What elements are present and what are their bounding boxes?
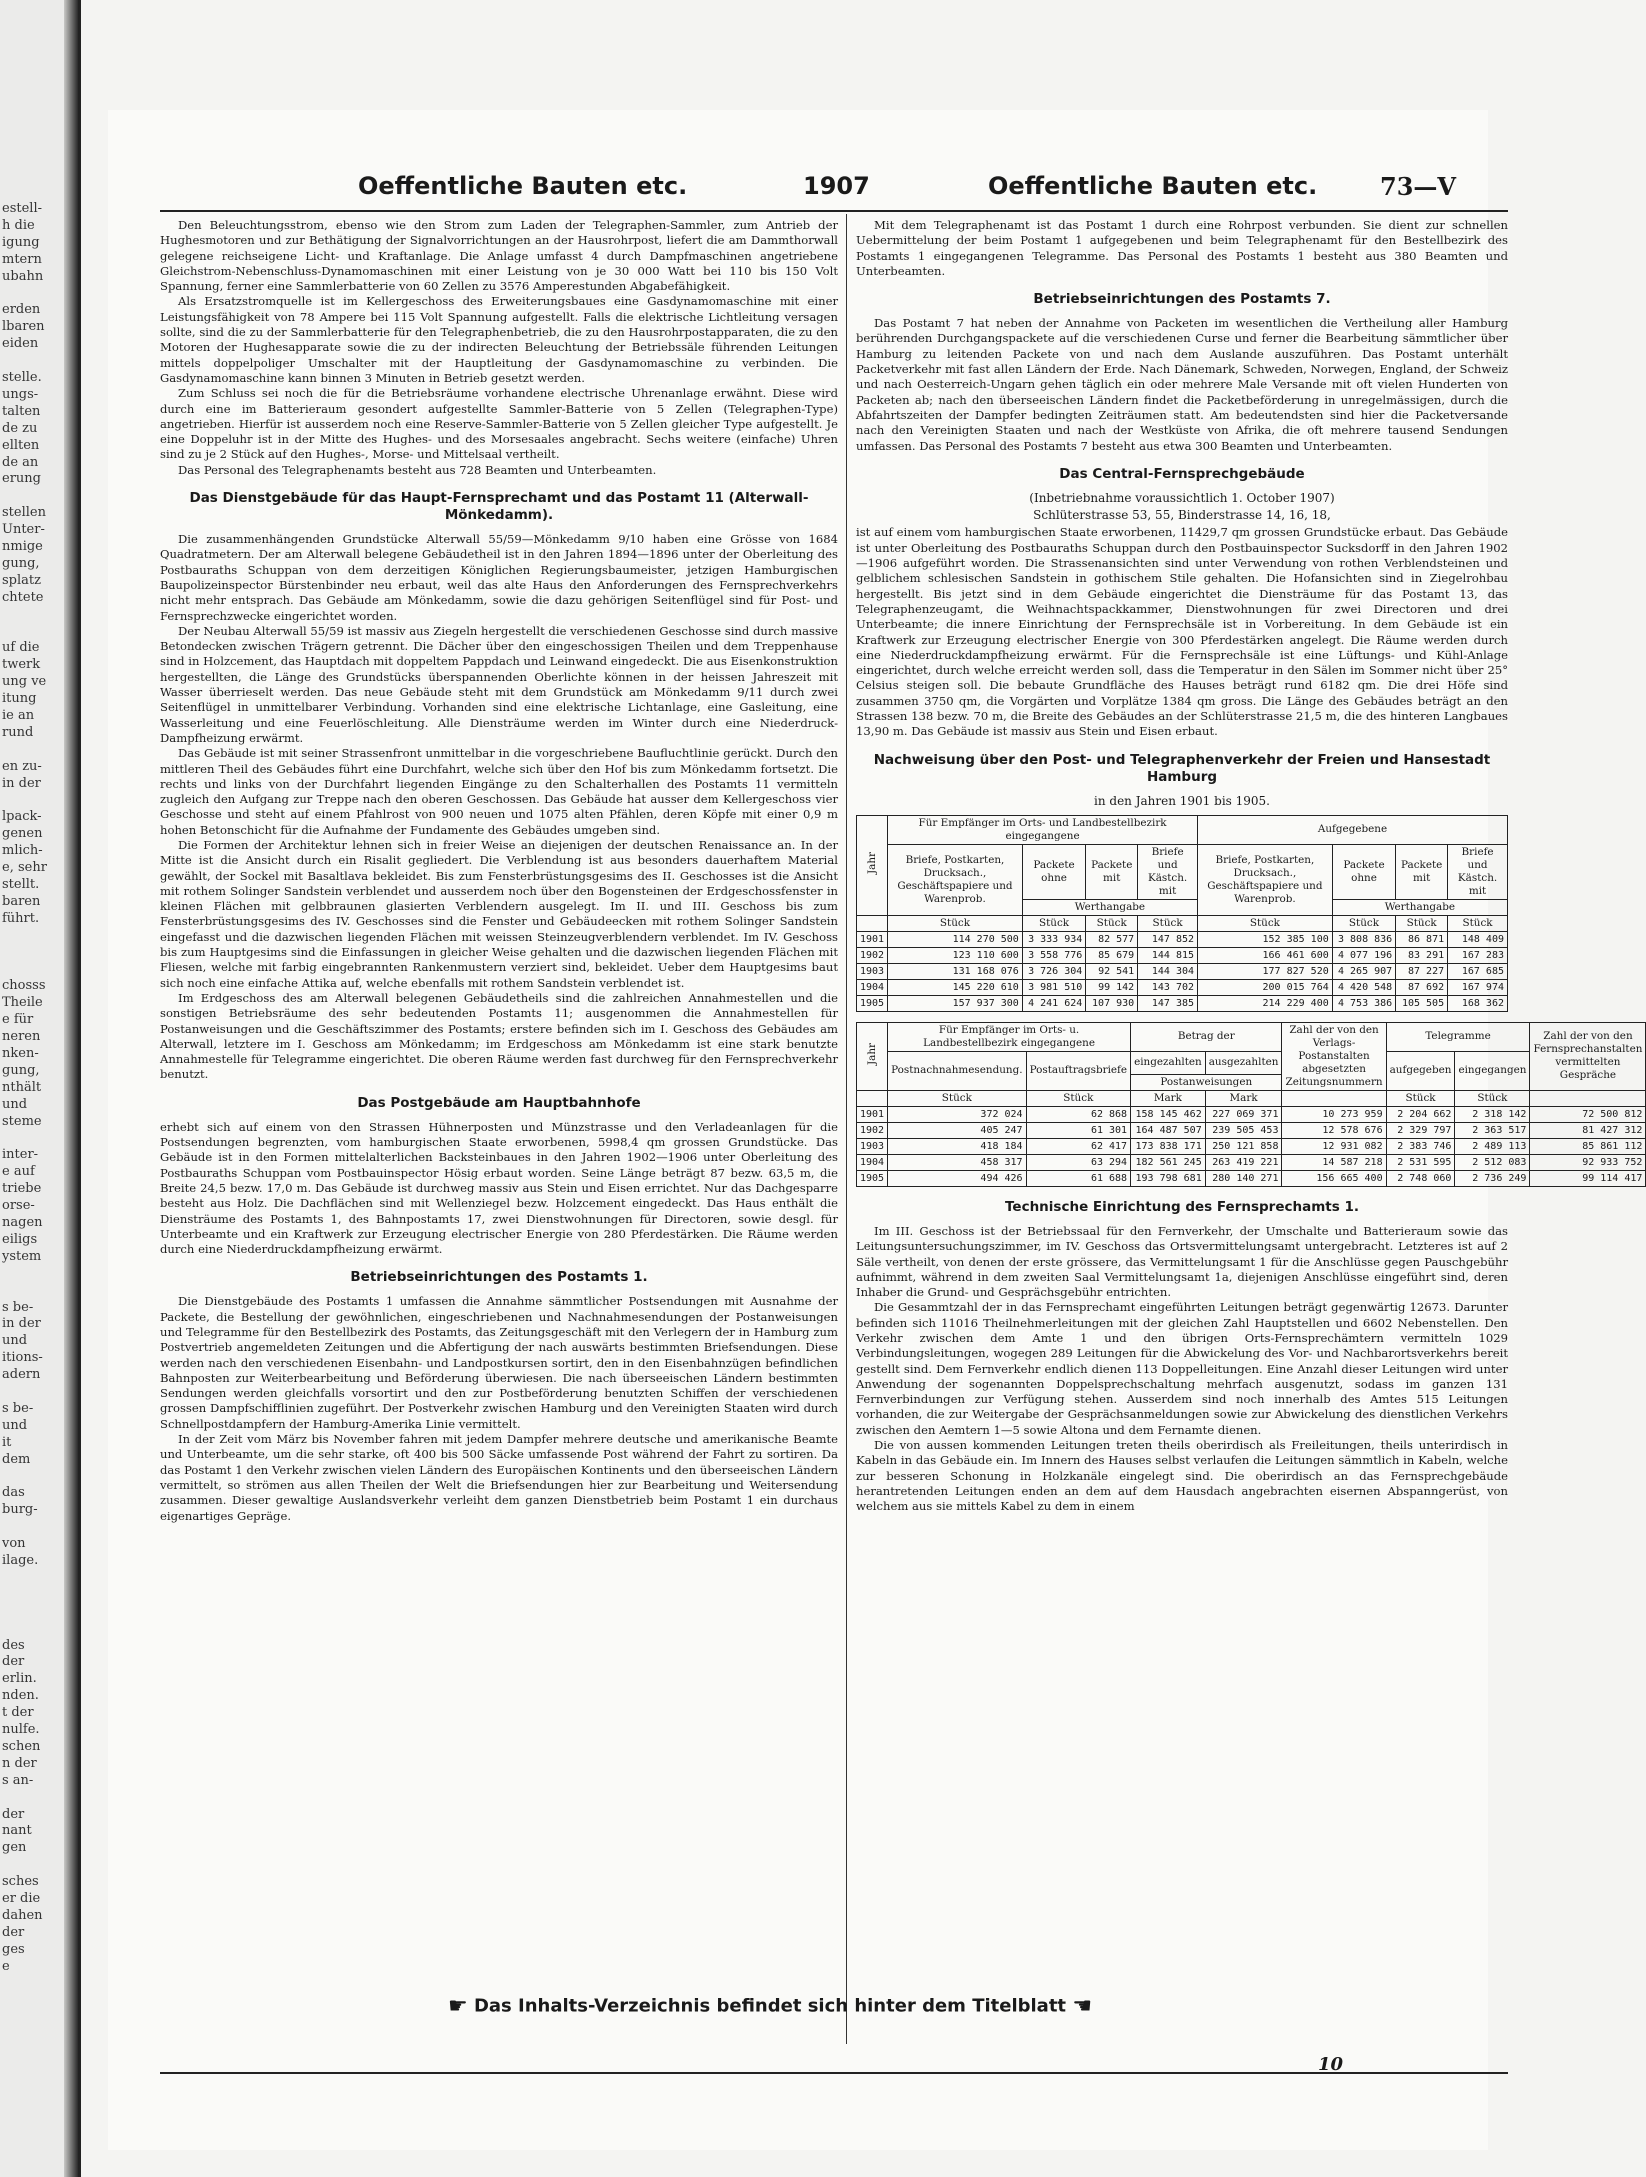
table-row [857,931,1508,947]
section-title: Betriebseinrichtungen des Postamts 1. [350,1269,648,1286]
previous-page-fragment: ystem [2,1248,42,1264]
pointing-hand-right-icon: ☛ [447,1994,468,2019]
previous-page-fragment: er die [2,1891,41,1906]
unit-cell: Mark [1131,1090,1206,1106]
werthangabe-out: Werthangabe [1332,899,1507,915]
value-cell: 167 685 [1448,963,1508,979]
value-cell: 2 318 142 [1455,1106,1530,1122]
section-subtitle: in den Jahren 1901 bis 1905. [1094,793,1270,808]
unit-cell: Stück [888,915,1023,931]
previous-page-fragment: e auf [2,1164,35,1180]
unit-cell: Stück [1026,1090,1130,1106]
value-cell: 62 868 [1026,1106,1130,1122]
previous-page-fragment: gung, [2,555,40,571]
unit-cell [857,1090,888,1106]
previous-page-fragment: ubahn [2,268,44,284]
value-cell: 61 688 [1026,1170,1130,1186]
value-cell: 3 726 304 [1022,963,1085,979]
paragraph: Die von aussen kommenden Leitungen treten theils oberirdisch als Freileitungen, theils unterirdisch in Kabeln in das Gebäude ein. Im Innern des Hauses selbst verlaufen die Leitungen sämmtlich in Kabeln, welche zur besseren Schonung in Holzkanäle eingelegt sind. Die oberirdisch an das Fernsprechgebäude herantretenden Leitungen enden an dem auf dem Hausdach angebrachten eisernen Abspanngerüst, von welchem aus sie mittels Kabel zu dem in einem [856,1438,1508,1514]
previous-page-fragment: der [2,1806,25,1822]
value-cell: 458 317 [888,1154,1026,1170]
previous-page-fragment: das [2,1485,25,1501]
year-cell: 1901 [857,1106,888,1122]
value-cell: 167 283 [1448,947,1508,963]
paragraph: ist auf einem vom hamburgischen Staate erworbenen, 11429,7 qm grossen Grundstücke erbaut. Das Gebäude ist unter Oberleitung des Postbauraths Schuppan durch den Postbauinspector Sucksdorff in den Jahren 1902—1906 aufgeführt worden. Die Strassenansichten sind unter Verwendung von rothen Verblendsteinen und gelblichem schlesischen Sandstein in gothischem Stile gehalten. Die Hofansichten sind in Ziegelrohbau hergestellt. Bis jetzt sind in dem Gebäude eingerichtet die Diensträume für das Postamt 13, das Telegraphenzeugamt, die Weihnachtspackkammer, Dienstwohnungen für zwei Directoren und drei Unterbeamte; die innere Einrichtung der Fernsprechsäle ist in Vorbereitung. In dem Gebäude ist ein Kraftwerk zur Erzeugung electrischer Energie von 300 Pferdestärken angelegt. Die Räume werden durch eine Niederdruckdampfheizung erwärmt. Für die Fernsprechsäle ist eine Lüftungs- und Kühl-Anlage eingerichtet, durch welche erreicht werden soll, dass die Temperatur in den Sälen im Sommer nicht über 25° Celsius steigen soll. Die bebaute Grundfläche des Hauses beträgt rund 6182 qm. Die drei Höfe sind zusammen 3750 qm, die Vorgärten und Vorplätze 1384 qm gross. Die Länge des Gebäudes beträgt an den Strassen 138 bezw. 70 m, die Breite des Gebäudes an der Schlüterstrasse 21,5 m, die des hinteren Langbaues 13,90 m. Das Gebäude ist massiv aus Stein und Eisen erbaut. [856,525,1508,739]
unit-cell: Stück [1448,915,1508,931]
previous-page-fragment: ilage. [2,1553,39,1568]
page [108,110,1643,2150]
paragraph: Das Gebäude ist mit seiner Strassenfront unmittelbar in die vorgeschriebene Baufluchtlinie gerückt. Durch den mittleren Theil des Gebäudes führt eine Durchfahrt, welche sich über den Hof bis zum Mönkedamm fortsetzt. Die rechts und links von der Durchfahrt liegenden Eingänge zu den Schalterhallen des Postamts 11 vermitteln zugleich den Aufgang zur Treppe nach den oberen Geschossen. Das Gebäude hat ausser dem Kellergeschoss vier Geschosse und steht auf einem Pfahlrost von 900 neuen und 1075 alten Pfählen, deren Köpfe mit einer 0,9 m hohen Betonschicht für die Aufnahme der Fundamente des Gebäudes umgeben sind. [160,746,838,837]
group-out-header: Aufgegebene [1198,815,1508,844]
section-title: Das Central-Fernsprechgebäude [1059,465,1305,482]
previous-page-fragment: führt. [2,910,40,926]
value-cell: 99 142 [1086,979,1138,995]
previous-page-fragment: de an [2,454,39,470]
traffic-table-1 [856,815,1508,1012]
value-cell: 87 692 [1396,979,1448,995]
previous-page-fragment: nthält [2,1079,42,1095]
value-cell: 4 265 907 [1332,963,1395,979]
value-cell: 280 140 271 [1205,1170,1282,1186]
previous-page-fragment: twerk [2,657,41,673]
unit-cell: Stück [1332,915,1395,931]
previous-page-fragment: sches [2,1874,39,1890]
previous-page-fragment: s be- [2,1400,34,1416]
unit-cell: Stück [1138,915,1198,931]
col-briefe: Briefe, Postkarten, Drucksach., Geschäftspapiere und Warenprob. [888,844,1023,915]
col-empfaenger: Für Empfänger im Orts- u. Landbestellbezirk eingegangene [888,1022,1131,1051]
address: Schlüterstrasse 53, 55, Binderstrasse 14, 16, 18, [1033,508,1331,523]
previous-page-fragment: it [2,1434,12,1450]
previous-page-fragment: stelle. [2,370,42,385]
col-postnachnahme: Postnachnahmesendung. [888,1051,1026,1090]
section-title: Nachweisung über den Post- und Telegraphenverkehr der Freien und Hansestadt Hamburg [873,751,1491,785]
previous-page-fragment: baren [2,893,41,909]
paragraph: erhebt sich auf einem von den Strassen Hühnerposten und Münzstrasse und den Verladeanlagen für die Postsendungen begrenzten, vom hamburgischen Staate erworbenen, 5998,4 qm grossen Grundstücke. Das Gebäude ist in den Formen mittelalterlichen Backsteinbaues in den Jahren 1902—1906 unter Oberleitung des Postbauraths Schuppan vom Postbauinspector Hösig erbaut worden. Seine Länge beträgt 87 bezw. 63,5 m, die Breite 24,5 bezw. 17,0 m. Das Gebäude ist durchweg massiv aus Stein und Eisen errichtet. Nur das Dachgesparre besteht aus Holz. Die Dachflächen sind mit Wellenziegel bezw. Holzcement eingedeckt. Das Haus enthält die Diensträume des Postamts 1, des Bahnpostamts 17, zwei Dienstwohnungen für Directoren, sowie desgl. für Unterbeamte und ein Kraftwerk zur Erzeugung electrischer Energie von 280 Pferdestärken. Die Räume werden durch eine Niederdruckdampfheizung erwärmt. [160,1119,838,1257]
previous-page-fragment: s an- [2,1772,34,1788]
previous-page-fragment: ges [2,1941,25,1957]
unit-cell [1282,1090,1386,1106]
value-cell: 82 577 [1086,931,1138,947]
value-cell: 250 121 858 [1205,1138,1282,1154]
previous-page-fragment: gung, [2,1062,40,1078]
value-cell: 14 587 218 [1282,1154,1386,1170]
previous-page-fragment: erung [2,471,41,487]
previous-page-fragment: chosss [2,978,46,994]
table-row [857,963,1508,979]
table-row [857,1154,1646,1170]
unit-cell: Mark [1205,1090,1282,1106]
value-cell: 85 861 112 [1530,1138,1646,1154]
value-cell: 62 417 [1026,1138,1130,1154]
previous-page-fragment: burg- [2,1502,38,1518]
value-cell: 239 505 453 [1205,1122,1282,1138]
year-cell: 1905 [857,995,888,1011]
value-cell: 2 531 595 [1386,1154,1455,1170]
col-briefe-kaestch: Briefe und Kästch. mit [1138,844,1198,899]
previous-page-fragment: en zu- [2,758,42,774]
footer-notice-text: Das Inhalts-Verzeichnis befindet sich hinter dem Titelblatt [473,1995,1067,2017]
col-zahl-verlags: Zahl der von den Verlags-Postanstalten abgesetzten Zeitungsnummern [1282,1022,1386,1090]
value-cell: 227 069 371 [1205,1106,1282,1122]
value-cell: 168 362 [1448,995,1508,1011]
value-cell: 123 110 600 [888,947,1023,963]
unit-cell: Stück [1022,915,1085,931]
left-intro [160,218,838,478]
previous-page-fragment: n der [2,1755,37,1771]
year-cell: 1902 [857,947,888,963]
table-row [857,1106,1646,1122]
previous-page-fragment: e, sehr [2,860,47,876]
value-cell: 152 385 100 [1198,931,1333,947]
header-section: 73—V [1380,172,1457,201]
previous-page-fragment: steme [2,1113,42,1129]
paragraph: Als Ersatzstromquelle ist im Kellergeschoss des Erweiterungsbaues eine Gasdynamomaschine mit einer Leistungsfähigkeit von 78 Ampere bei 115 Volt Spannung aufgestellt. Falls die elektrische Lichtleitung versagen sollte, sind die zu der Sammlerbatterie für den Telegraphenbetrieb, die zu den Hausrohrpostapparaten, die zu den Motoren der Hughesapparate sowie die zu der indirecten Beleuchtung der Betriebssäle führenden Leitungen mittels doppelpoliger Umschalter mit der Hauptleitung der Gasdynamomaschine zu verbinden. Die Gasdynamomaschine kann binnen 3 Minuten in Betrieb gesetzt werden. [160,294,838,385]
header-year: 1907 [803,172,870,200]
paragraph: Das Postamt 7 hat neben der Annahme von Packeten im wesentlichen die Vertheilung aller Hamburg berührenden Durchgangspackete auf die verschiedenen Curse und ferner die Bearbeitung sämmtlicher über Hamburg zu leitenden Packete von und nach dem Auslande auszuführen. Das Postamt unterhält Packetverkehr mit fast allen Ländern der Erde. Nach Dänemark, Schweden, Norwegen, England, der Schweiz und nach Oesterreich-Ungarn gehen täglich ein oder mehrere Male Versande mit oft vielen Hunderten von Packeten ab; nach den überseeischen Ländern findet die Packetbeförderung in unregelmässigen, durch die Abfahrtszeiten der Dampfer bedingten Zeiträumen statt. Am bedeutendsten sind hier die Packetversande nach den Vereinigten Staaten und nach der Westküste von Afrika, die oft mehrere tausend Sendungen umfassen. Das Personal des Postamts 7 besteht aus etwa 300 Beamten und Unterbeamten. [856,316,1508,453]
previous-page-fragment: ung ve [2,674,47,690]
section-subtitle: (Inbetriebnahme voraussichtlich 1. October 1907) [1029,490,1335,505]
unit-cell: Stück [888,1090,1026,1106]
value-cell: 4 753 386 [1332,995,1395,1011]
previous-page-fragment: s be- [2,1299,34,1315]
previous-page-fragment: orse- [2,1198,35,1214]
previous-page-fragment: uf die [2,640,40,656]
year-cell: 1904 [857,979,888,995]
traffic-table-1-body [857,931,1508,1011]
value-cell: 114 270 500 [888,931,1023,947]
previous-page-fragment: nden. [2,1688,39,1704]
previous-page-fragment: lpack- [2,809,42,825]
year-cell: 1903 [857,1138,888,1154]
paragraph: Die Formen der Architektur lehnen sich in freier Weise an diejenigen der deutschen Renaissance an. In der Mitte ist die Ansicht durch ein Risalit gegliedert. Die Verblendung ist aus besonders dauerhaftem Material gewählt, der Sockel mit Basaltlava bekleidet. Bis zum Fensterbrüstungsgesims des II. Geschosses ist die Ansicht mit rothem Solinger Sandstein verblendet und ausserdem noch über den Bogensteinen der Erdgeschossfenster in kleinen Flächen mit gelbbraunen glasierten Verblendern ausgelegt. Im II. und III. Geschoss bis zum Fensterbrüstungsgesims des IV. Geschosses sind die Fenster und Gebäudeecken mit rothem Solinger Sandstein eingefasst und die dazwischen liegenden Flächen mit weissen Steinzeugverblendern verblendet. Im IV. Geschoss bis zum Hauptgesims sind die Einfassungen in gleicher Weise gehalten und die dazwischen liegenden Flächen mit Fliesen, welche mit farbig eingebrannten Rankenmustern verziert sind, bekleidet. Ueber dem Hauptgesims baut sich noch eine einfache Attika auf, welche ebenfalls mit rothem Sandstein verblendet ist. [160,837,838,990]
value-cell: 164 487 507 [1131,1122,1206,1138]
year-cell: 1905 [857,1170,888,1186]
col-packete-mit: Packete mit [1086,844,1138,899]
value-cell: 85 679 [1086,947,1138,963]
col-briefe-out: Briefe, Postkarten, Drucksach., Geschäftspapiere und Warenprob. [1198,844,1333,915]
footer-rule [160,2072,1508,2074]
year-cell: 1901 [857,931,888,947]
previous-page-fragment: der [2,1924,25,1940]
col-packete-ohne-out: Packete ohne [1332,844,1395,899]
previous-page-fragment: gen [2,1840,27,1856]
previous-page-fragment: eiden [2,336,39,352]
paragraph: Die zusammenhängenden Grundstücke Alterwall 55/59—Mönkedamm 9/10 haben eine Grösse von 1684 Quadratmetern. Der am Alterwall belegene Gebäudetheil ist in den Jahren 1894—1896 unter der Oberleitung des Postbauraths Schuppan von dem derzeitigen Königlichen Regierungsbaumeister, jetzigen Hamburgischen Baupolizeinspector Bürstenbinder neu erbaut, weil das alte Haus den Anforderungen des Fernsprechverkehrs nicht mehr entsprach. Das Gebäude am Mönkedamm, sowie die dazu gehörigen Seitenflügel sind für Post- und Fernsprechzwecke eingerichtet worden. [160,532,838,623]
previous-page-fragment: t der [2,1705,34,1721]
previous-page-fragment: nagen [2,1215,43,1230]
value-cell: 166 461 600 [1198,947,1333,963]
previous-page-fragment: von [2,1536,26,1552]
table-row [857,995,1508,1011]
value-cell: 105 505 [1396,995,1448,1011]
value-cell: 147 385 [1138,995,1198,1011]
previous-page-fragment: lbaren [2,319,45,335]
previous-page-fragment: itions- [2,1350,43,1366]
previous-page-fragment: e für [2,1012,34,1028]
value-cell: 167 974 [1448,979,1508,995]
previous-page-fragment: erlin. [2,1671,37,1687]
previous-page-edge [0,0,81,2177]
value-cell: 107 930 [1086,995,1138,1011]
previous-page-fragment: in der [2,1316,41,1332]
paragraph: Die Dienstgebäude des Postamts 1 umfassen die Annahme sämmtlicher Postsendungen mit Ausnahme der Packete, die Bestellung der gewöhnlichen, eingeschriebenen und Nachnahmesendungen der Postanweisungen und Telegramme für den Bestellbezirk des Postamts, das Zeitungsgeschäft mit den Verlegern der in Hamburg zum Postvertrieb angemeldeten Zeitungen und die Abfertigung der nach auswärts bestimmten Briefsendungen. Diese werden nach den verschiedenen Eisenbahn- und Landpostkursen sortirt, den in den Eisenbahnzügen befindlichen Bahnposten zur Weiterbearbeitung und Beförderung überwiesen. Die nach überseeischen Ländern bestimmten Sendungen werden gleichfalls vorsortirt und den zur Postbeförderung benutzten Schiffen der verschiedenen grossen Dampfschifflinien zugeführt. Der Postverkehr zwischen Hamburg und den Vereinigten Staaten wird durch Schnellpostdampfern der Hamburg-Amerika Linie vermittelt. [160,1294,838,1431]
previous-page-fragment: eiligs [2,1231,38,1247]
value-cell: 4 420 548 [1332,979,1395,995]
value-cell: 4 241 624 [1022,995,1085,1011]
unit-cell: Stück [1386,1090,1455,1106]
left-column [160,218,838,1524]
value-cell: 87 227 [1396,963,1448,979]
value-cell: 2 363 517 [1455,1122,1530,1138]
value-cell: 147 852 [1138,931,1198,947]
paragraph: Der Neubau Alterwall 55/59 ist massiv aus Ziegeln hergestellt die verschiedenen Geschosse sind durch massive Betondecken zwischen Trägern getrennt. Die Dächer über den eingeschossigen Theilen und dem Treppenhause sind in Holzcement, das Hauptdach mit doppeltem Pappdach und Leinwand eingedeckt. Die aus Eisenkonstruktion hergestellten, die Länge des Grundstücks überspannenden Oberlichte können in der heissen Jahreszeit mit Wasser überrieselt werden. Das neue Gebäude steht mit dem Grundstück am Mönkedamm 9/11 durch zwei Seitenflügel in unmittelbarer Verbindung. Vorhanden sind eine elektrische Lichtanlage, eine Gasleitung, eine Wasserleitung und eine Feuerlöschleitung. Alle Diensträume werden im Winter durch eine Niederdruck-Dampfheizung erwärmt. [160,623,838,745]
previous-page-fragment: talten [2,403,41,419]
value-cell: 4 077 196 [1332,947,1395,963]
unit-cell [1530,1090,1646,1106]
value-cell: 10 273 959 [1282,1106,1386,1122]
previous-page-fragment: der [2,1654,25,1670]
previous-page-fragment: dem [2,1451,31,1467]
value-cell: 144 304 [1138,963,1198,979]
column-separator [846,214,847,2044]
previous-page-fragment: igung [2,234,40,250]
previous-page-fragment: chtete [2,589,44,605]
paragraph: Das Personal des Telegraphenamts besteht aus 728 Beamten und Unterbeamten. [178,462,657,477]
year-cell: 1904 [857,1154,888,1170]
col-briefe-kaestch-out: Briefe und Kästch. mit [1448,844,1508,899]
paragraph: In der Zeit vom März bis November fahren mit jedem Dampfer mehrere deutsche und amerikanische Beamte und Unterbeamte, um die sehr starke, oft 400 bis 500 Säcke umfassende Post während der Fahrt zu sortiren. Da das Postamt 1 den Verkehr zwischen vielen Ländern des Europäischen Kontinents und den überseeischen Ländern vermittelt, so strömen aus allen Theilen der Welt die Briefsendungen hier zur Bearbeitung und Weitersendung zusammen. Dieser gewaltige Auslandsverkehr verleiht dem ganzen Dienstbetrieb beim Postamt 1 ein durchaus eigenartiges Gepräge. [160,1432,838,1523]
previous-page-fragment: nant [2,1823,32,1839]
right-column [856,218,1643,1515]
previous-page-fragment: estell- [2,201,42,216]
value-cell: 193 798 681 [1131,1170,1206,1186]
previous-page-fragment: neren [2,1029,41,1045]
previous-page-fragment: und [2,1096,28,1112]
section-title: Betriebseinrichtungen des Postamts 7. [1033,291,1331,308]
previous-page-fragment: h die [2,217,35,233]
col-zahl-gespraeche: Zahl der von den Fernsprechanstalten vermittelten Gespräche [1530,1022,1646,1090]
value-cell: 3 808 836 [1332,931,1395,947]
table-row [857,979,1508,995]
col-ausgezahlten: ausgezahlten [1205,1051,1282,1074]
year-cell: 1902 [857,1122,888,1138]
value-cell: 12 578 676 [1282,1122,1386,1138]
previous-page-fragment: genen [2,826,43,842]
table-row [857,1170,1646,1186]
col-packete-mit-out: Packete mit [1396,844,1448,899]
previous-page-fragment: itung [2,691,37,707]
value-cell: 92 933 752 [1530,1154,1646,1170]
header-right: Oeffentliche Bauten etc. [988,172,1318,200]
value-cell: 214 229 400 [1198,995,1333,1011]
unit-cell: Stück [1396,915,1448,931]
unit-cell: Stück [1086,915,1138,931]
value-cell: 143 702 [1138,979,1198,995]
header-left: Oeffentliche Bauten etc. [358,172,688,200]
previous-page-fragment: in der [2,775,41,791]
col-eingegangen: eingegangen [1455,1051,1530,1090]
previous-page-fragment: splatz [2,572,41,588]
value-cell: 2 512 083 [1455,1154,1530,1170]
previous-page-fragment: ungs- [2,386,39,402]
section-title: Technische Einrichtung des Fernsprechamts 1. [1005,1198,1359,1215]
value-cell: 83 291 [1396,947,1448,963]
paragraph: Im III. Geschoss ist der Betriebssaal für den Fernverkehr, der Umschalte und Batterieraum sowie das Leitungsuntersuchungszimmer, im IV. Geschoss das Ortsvermittelungsamt untergebracht. Letzteres ist auf 2 Säle vertheilt, von denen der erste grössere, das Vermittelungsamt 1 für die Anschlüsse gegen Pauschgebühr aufnimmt, während in dem zweiten Saal Vermittelungsamt 1a, diejenigen Anschlüsse eingeführt sind, deren Inhaber die Grund- und Gesprächsgebühr entrichten. [856,1223,1508,1300]
col-eingezahlten: eingezahlten [1131,1051,1206,1074]
book-gutter [64,0,78,2177]
col-telegramme: Telegramme [1386,1022,1530,1051]
paragraph: Zum Schluss sei noch die für die Betriebsräume vorhandene electrische Uhrenanlage erwähnt. Diese wird durch eine im Batterieraum gesondert aufgestellte Sammler-Batterie von 5 Zellen (Telegraphen-Type) angetrieben. Hierfür ist ausserdem noch eine Reserve-Sammler-Batterie von 5 Zellen gleicher Type aufgestellt. Je eine Doppeluhr ist in der Mitte des Hughes- und des Morsesaales angebracht. Sechs weitere (einfache) Uhren sind zu je 2 Stück auf den Hughes-, Morse- und Mittelsaal vertheilt. [160,386,838,462]
previous-page-fragment: erden [2,302,41,318]
previous-page-fragment: ellten [2,437,40,453]
header-rule [160,210,1508,212]
value-cell: 61 301 [1026,1122,1130,1138]
previous-page-fragment: nmige [2,539,43,554]
value-cell: 131 168 076 [888,963,1023,979]
value-cell: 182 561 245 [1131,1154,1206,1170]
value-cell: 63 294 [1026,1154,1130,1170]
previous-page-fragment: nken- [2,1046,39,1061]
value-cell: 158 145 462 [1131,1106,1206,1122]
value-cell: 3 333 934 [1022,931,1085,947]
value-cell: 177 827 520 [1198,963,1333,979]
col-postanweisungen: Postanweisungen [1131,1074,1282,1090]
previous-page-fragment: und [2,1333,28,1349]
previous-page-fragment: inter- [2,1147,39,1163]
traffic-table-2-body [857,1106,1646,1186]
year-cell: 1903 [857,963,888,979]
paragraph: Die Gesammtzahl der in das Fernsprechamt eingeführten Leitungen beträgt gegenwärtig 12673. Darunter befinden sich 11016 Theilnehmerleitungen mit der gleichen Zahl Hauptstellen und 6602 Nebenstellen. Den Verkehr zwischen dem Amte 1 und den übrigen Orts-Fernsprechämtern vermitteln 1029 Verbindungsleitungen, wogegen 289 Leitungen für die Abwickelung des Vor- und Nachbarortsverkehrs bereit gestellt sind. Dem Fernverkehr endlich dienen 113 Doppelleitungen. Eine Anzahl dieser Leitungen wird unter Anwendung der sogenannten Doppelsprechschaltung mehrfach ausgenutzt, sodass im ganzen 131 Fernverbindungen zur Verfügung stehen. Ausserdem sind noch innerhalb des Amtes 515 Leitungen vorhanden, die zur Weitergabe der Gesprächsanmeldungen sowie zur Abwickelung des dienstlichen Verkehrs zwischen den Aemtern 1—5 sowie Altona und dem Fernamte dienen. [856,1300,1508,1437]
previous-page-fragment: dahen [2,1907,43,1923]
value-cell: 2 383 746 [1386,1138,1455,1154]
value-cell: 173 838 171 [1131,1138,1206,1154]
previous-page-fragment: rund [2,724,34,740]
value-cell: 494 426 [888,1170,1026,1186]
unit-cell: Stück [1455,1090,1530,1106]
value-cell: 2 748 060 [1386,1170,1455,1186]
col-aufgegeben: aufgegeben [1386,1051,1455,1090]
value-cell: 81 427 312 [1530,1122,1646,1138]
previous-page-fragment: mlich- [2,843,43,859]
previous-page-fragment: e [2,1958,10,1974]
value-cell: 263 419 221 [1205,1154,1282,1170]
value-cell: 405 247 [888,1122,1026,1138]
previous-page-fragment: mtern [2,251,42,267]
value-cell: 157 937 300 [888,995,1023,1011]
value-cell: 200 015 764 [1198,979,1333,995]
previous-page-fragment: de zu [2,420,38,436]
previous-page-fragment: adern [2,1367,41,1383]
col-postauftrag: Postauftragsbriefe [1026,1051,1130,1090]
value-cell: 3 981 510 [1022,979,1085,995]
previous-page-fragment: des [2,1637,25,1653]
paragraph: Im Erdgeschoss des am Alterwall belegenen Gebäudetheils sind die zahlreichen Annahmestellen und die sonstigen Betriebsräume des sehr bedeutenden Postamts 11; ausgenommen die Annahmestellen für Postanweisungen und die Geschäftszimmer des Postamts; erstere befinden sich im I. Geschoss des Gebäudes am Alterwall, letztere im I. Geschoss am Mönkedamm; im Erdgeschoss am Mönkedamm ist eine stark benutzte Annahmestelle für Telegramme eingerichtet. Die oberen Räume werden fast durchweg für den Fernsprechverkehr benutzt. [160,990,838,1082]
group-in-header: Für Empfänger im Orts- und Landbestellbezirk eingegangene [888,815,1198,844]
col-betrag: Betrag der [1131,1022,1282,1051]
table-row [857,1122,1646,1138]
section-title: Das Postgebäude am Hauptbahnhofe [357,1094,641,1111]
footer-notice [290,1994,1250,2019]
col-packete-ohne: Packete ohne [1022,844,1085,899]
previous-page-fragment: stellt. [2,877,40,892]
value-cell: 92 541 [1086,963,1138,979]
previous-page-fragment: stellen [2,505,46,521]
pointing-hand-left-icon: ☚ [1072,1994,1093,2019]
running-header [358,168,1488,208]
value-cell: 144 815 [1138,947,1198,963]
value-cell: 72 500 812 [1530,1106,1646,1122]
jahr-header: Jahr [857,1022,888,1090]
unit-cell: Stück [1198,915,1333,931]
previous-page-fragment: Unter- [2,522,45,538]
value-cell: 2 204 662 [1386,1106,1455,1122]
value-cell: 3 558 776 [1022,947,1085,963]
traffic-table-2 [856,1022,1646,1187]
value-cell: 99 114 417 [1530,1170,1646,1186]
previous-page-fragment: nulfe. [2,1722,40,1737]
previous-page-fragment: und [2,1417,28,1433]
value-cell: 418 184 [888,1138,1026,1154]
value-cell: 86 871 [1396,931,1448,947]
value-cell: 156 665 400 [1282,1170,1386,1186]
previous-page-fragment: triebe [2,1181,42,1197]
table-row [857,947,1508,963]
previous-page-fragment: ie an [2,708,35,723]
table-row [857,1138,1646,1154]
value-cell: 2 736 249 [1455,1170,1530,1186]
value-cell: 145 220 610 [888,979,1023,995]
werthangabe-in: Werthangabe [1022,899,1197,915]
jahr-header: Jahr [857,815,888,915]
section-title: Das Dienstgebäude für das Haupt-Fernsprechamt und das Postamt 11 (Alterwall-Mönkedamm). [189,490,809,524]
value-cell: 2 329 797 [1386,1122,1455,1138]
previous-page-fragment: schen [2,1738,41,1754]
value-cell: 372 024 [888,1106,1026,1122]
page-number: 10 [1318,2054,1344,2075]
unit-cell [857,915,888,931]
value-cell: 2 489 113 [1455,1138,1530,1154]
paragraph: Mit dem Telegraphenamt ist das Postamt 1 durch eine Rohrpost verbunden. Sie dient zur schnellen Uebermittelung der beim Postamt 1 aufgegebenen und beim Telegraphenamt für den Bestellbezirk des Postamts 1 eingegangenen Telegramme. Das Personal des Postamts 1 besteht aus 380 Beamten und Unterbeamten. [856,218,1508,278]
previous-page-fragment: Theile [2,995,43,1011]
paragraph: Den Beleuchtungsstrom, ebenso wie den Strom zum Laden der Telegraphen-Sammler, zum Antrieb der Hughesmotoren und zur Bethätigung der Signalvorrichtungen an der Hausrohrpost, liefert die am Dammthorwall gelegene reichseigene Licht- und Kraftanlage. Die Anlage umfasst 4 durch Dampfmaschinen angetriebene Gleichstrom-Nebenschluss-Dynamomaschinen mit einer Leistung von je 30 000 Watt bei 110 bis 150 Volt Spannung, ferner eine Sammlerbatterie von 60 Zellen zu 3576 Amperestunden Abgabefähigkeit. [160,218,838,294]
value-cell: 148 409 [1448,931,1508,947]
value-cell: 12 931 082 [1282,1138,1386,1154]
